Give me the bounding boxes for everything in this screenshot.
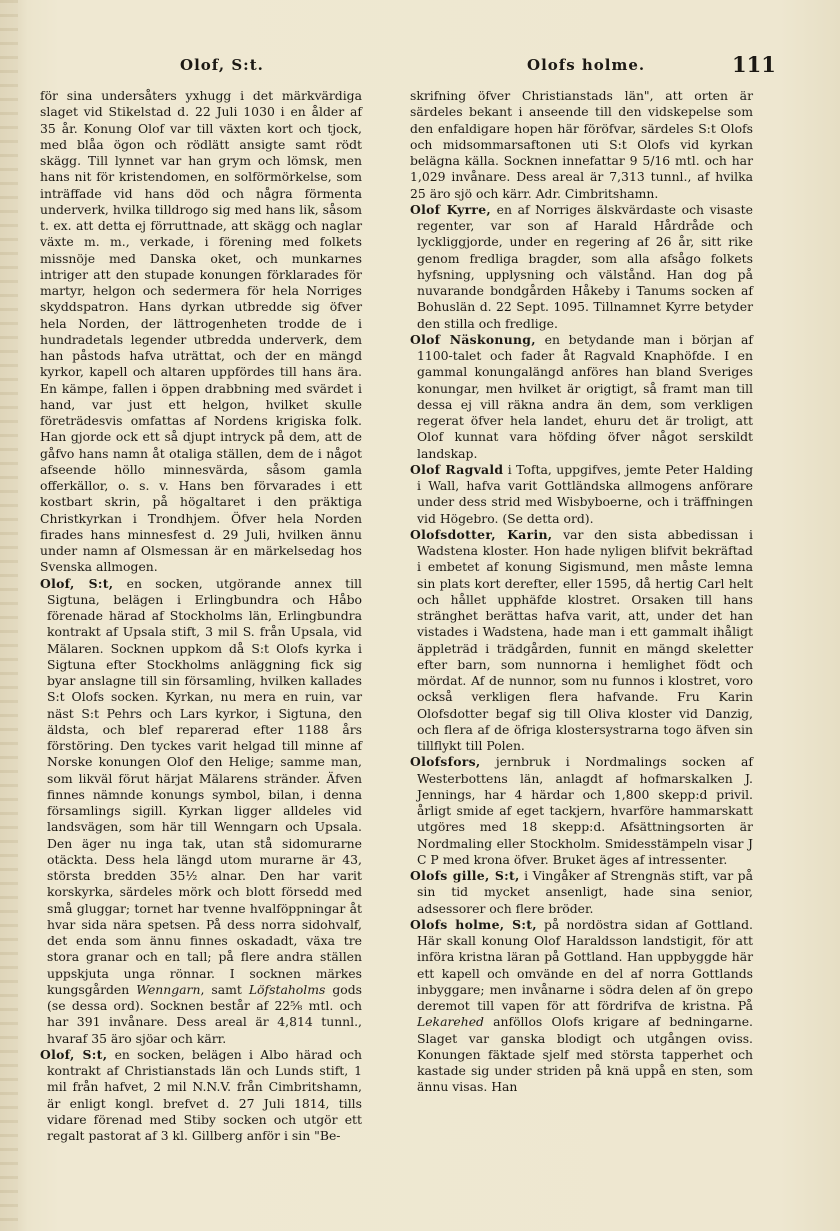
entry-headword: Olofsdotter, Karin, [410,526,553,542]
entry-text: en betydande man i början af 1100-talet och fader åt Ragvald Knaphöfde. I en gammal konungalängd anföres han bland Sveriges konungar, men hvilket är origtigt, så framt man till dessa ej vill räkna andra än dem, som verkligen regerat öfver hela landet, ehuru det är troligt, att Olof kunnat vara höfding öfver något serskildt landskap. [417,331,753,461]
entry-text: jernbruk i Nordmalings socken af Westerbottens län, anlagdt af hofmarskalken J. Jennings, har 4 härdar och 1,800 skepp:d privil. årligt smide af eget tackjern, hvarföre hammarskatt utgöres med 18 skepp:d. Afsättningsorten är Nordmaling eller Stockholm. Smidesstämpeln visar J C P med krona öfver. Bruket äges af intressenter. [417,754,753,867]
entry-text: en socken, belägen i Albo härad och kontrakt af Christianstads län och Lunds stift, 1 mil från hafvet, 2 mil N.N.V. från Cimbritshamn, är enligt kongl. brefvet d. 27 Juli 1814, tills vidare förenad med Stiby socken och utgör ett regalt pastorat af 3 kl. Gillberg anför i sin "Be- [47,1046,363,1143]
left-column [40,88,362,1144]
entry-olofs-gille [410,868,753,917]
entry-text: i Vingåker af Strengnäs stift, var på sin tid mycket ansenligt, hade sina senior, adsessorer och flere bröder. [417,868,754,916]
entry-headword: Olof Kyrre, [410,201,492,217]
entry-text: i Tofta, uppgifves, jemte Peter Halding i Wall, hafva varit Gottländska allmogens anförare under dess strid med Wisbyboerne, och i träffningen vid Högebro. (Se detta ord). [417,461,754,526]
continuation-text: skrifning öfver Christianstads län", att orten är särdeles bekant i anseende till den vidskepelse som den enfaldigare hopen här föröfvar, särdeles S:t Olofs och midsommarsaftonen uti S:t Olofs vid kyrkan belägna källa. Socknen innefattar 9 5/16 mtl. och har 1,029 invånare. Dess areal är 7,313 tunnl., af hvilka 25 äro sjö och kärr. Adr. Cimbritshamn. [410,88,753,201]
entry-headword: Olof Näskonung, [410,331,536,347]
entry-olof-st-sigtuna [40,576,362,1047]
entry-italic: Lekarehed [417,1014,484,1030]
entry-text: , samt [200,981,249,997]
entry-olofs-holme [410,917,753,1096]
entry-headword: Olofs holme, S:t, [410,916,537,932]
entry-text: en socken, utgörande annex till Sigtuna, belägen i Erlingbundra och Håbo förenade härad af Stockholms län, Erlingbundra kontrakt af Upsala stift, 3 mil S. från Upsala, vid Mälaren. Socknen uppkom då S:t Olofs kyrka i Sigtuna efter Stockholms anläggning fick sig byar anslagne till sin församling, hvilken kallades S:t Olofs socken. Kyrkan, nu mera en ruin, var näst S:t Pehrs och Lars kyrkor, i Sigtuna, den äldsta, och blef reparerad efter 1188 års förstöring. Den tyckes varit helgad till minne af Norske konungen Olof den Helige; samme man, som likväl förut härjat Mälarens stränder. Äfven finnes nämnde konungs symbol, bilan, i denna församlings sigill. Kyrkan ligger alldeles vid landsvägen, som här till Wenngarn och Upsala. Den äger nu inga tak, utan stå sidomurarne otäckta. Dess hela längd utom murarne är 43, största bredden 35½ alnar. Den har varit korskyrka, särdeles mörk och blott försedd med små gluggar; tornet har tvenne hvalföppningar åt hvar sida nära spetsen. På dess norra sidohvalf, det enda som ännu finnes oskadadt, växa tre stora granar och en tall; på flere andra ställen uppskjuta unga rönnar. I socknen märkes kungsgården [47,575,363,997]
entry-text: en af Norriges älskvärdaste och visaste regenter, var son af Harald Hårdråde och lyckliggjorde, under en regering af 26 år, sitt rike genom fredliga bragder, som alla afsågo folkets hyfsning, upplysning och välstånd. Han dog på nuvarande bondgården Håkeby i Tanums socken af Bohuslän d. 22 Sept. 1095. Tillnamnet Kyrre betyder den stilla och fredlige. [417,201,753,331]
page-gutter [0,0,18,1231]
entry-headword: Olof Ragvald [410,461,504,477]
right-column [410,88,753,1096]
running-head-left: Olof, S:t. [180,56,264,74]
entry-text: på nordöstra sidan af Gottland. Här skall konung Olof Haraldsson landstigit, för att införa kristna läran på Gottland. Han uppbyggde här ett kapell och omvände en del af norra Gottlands inbyggare; men invånarne i södra delen af ön grepo deremot till vapen för att fördrifva de kristna. På [417,916,753,1013]
entry-olof-kyrre [410,202,753,332]
entry-olof-ragvald [410,462,753,527]
entry-headword: Olof, S:t, [40,1046,108,1062]
entry-text: anföllos Olofs krigare af bedningarne. Slaget var ganska blodigt och utgången oviss. Konungen fäktade sjelf med största tapperhet och kastade sig under striden på knä uppå en sten, som ännu visas. Han [417,1014,753,1095]
entry-headword: Olofs gille, S:t, [410,868,520,883]
entry-italic: Löfstaholms [248,981,326,997]
page-header [30,52,776,82]
page-number: 111 [732,52,776,77]
entry-olof-st-albo [40,1047,362,1145]
entry-olof-naskonung [410,332,753,462]
entry-olofsdotter-karin [410,527,753,755]
running-head-right: Olofs holme. [527,56,646,74]
entry-text: gods (se dessa ord). Socknen består af 22⅝ mtl. och har 391 invånare. Dess areal är 4,814 tunnl., hvaraf 35 äro sjöar och kärr. [47,981,362,1046]
entry-text: var den sista abbedissan i Wadstena kloster. Hon hade nyligen blifvit bekräftad i embetet af konung Sigismund, men måste lemna sin plats kort derefter, eller 1595, då hertig Carl helt och hållet upphäfde klostret. Orsaken till hans stränghet berättas hafva varit, att, under det han vistades i Wadstena, hade man i ett gammalt ihåligt äppleträd i trädgården, funnit en mängd skeletter efter barn, som nunnorna i hemlighet födt och mördat. Af de nunnor, som nu funnos i klostret, voro också verkligen flera hafvande. Fru Karin Olofsdotter begaf sig till Oliva kloster vid Danzig, och flera af de öfriga klostersystrarna togo äfven sin tillflykt till Polen. [417,526,754,753]
entry-olofsfors [410,754,753,868]
entry-italic: Wenngarn [136,981,201,997]
entry-headword: Olofsfors, [410,754,481,770]
continuation-text: för sina undersåters yxhugg i det märkvärdiga slaget vid Stikelstad d. 22 Juli 1030 i en ålder af 35 år. Konung Olof var till växten kort och tjock, med blåa ögon och rödlätt ansigte samt rödt skägg. Till lynnet var han grym och lömsk, men hans nit för kristendomen, en solförmörkelse, som inträffade vid hans död och några förmenta underverk, hvilka tilldrogo sig med hans lik, såsom t. ex. att detta ej förruttnade, att skägg och naglar växte m. m., verkade, i förening med folkets missnöje med Danska oket, och munkarnes intriger att den stupade konungen förklarades för martyr, helgon och sedermera för hela Norriges skyddspatron. Hans dyrkan utbredde sig öfver hela Norden, der lättrogenheten trodde de i hundradetals legender utbredda underverk, dem han påstods hafva uträttat, och der en mängd kyrkor, kapell och altaren uppfördes till hans ära. En kämpe, fallen i öppen drabbning med svärdet i hand, var just ett helgon, hvilket skulle företrädesvis omfattas af Nordens krigiska folk. Han gjorde ock ett så djupt intryck på dem, att de gåfvo hans namn åt otaliga ställen, dem de i något afseende höllo minnesvärda, såsom gamla offerkällor, o. s. v. Hans ben förvarades i ett kostbart skrin, på högaltaret i den präktiga Christkyrkan i Trondhjem. Öfver hela Norden firades hans minnesfest d. 29 Juli, hvilken ännu under namn af Olsmessan är en märkelsedag hos Svenska allmogen. [40,88,362,575]
entry-headword: Olof, S:t, [40,575,114,591]
